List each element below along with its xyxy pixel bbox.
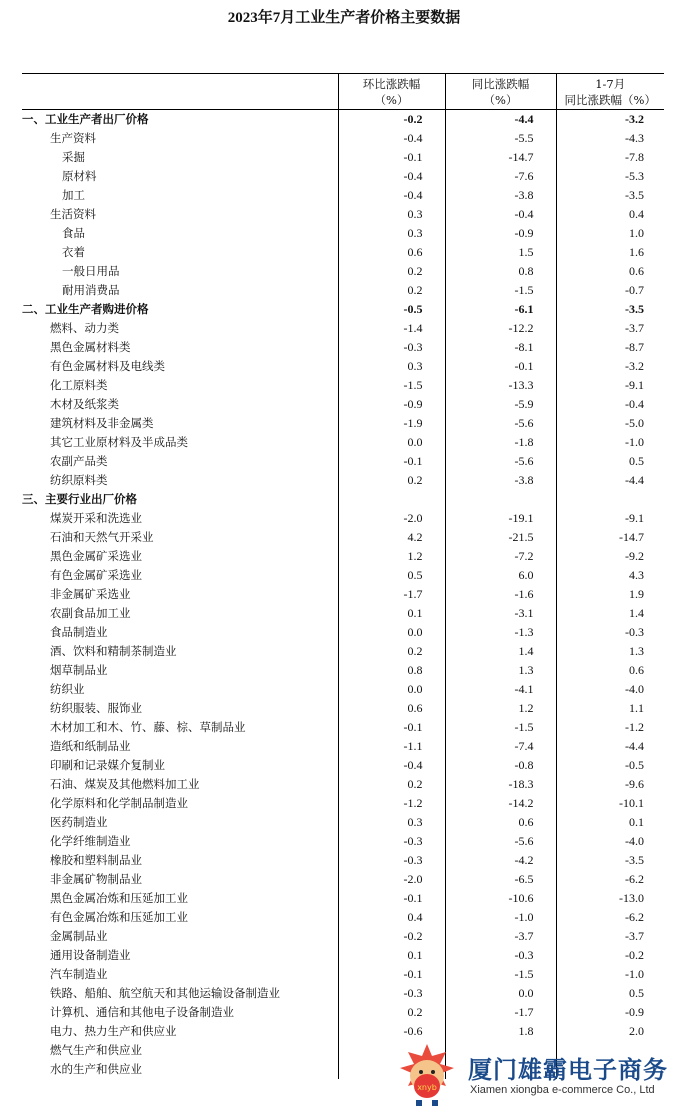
table-row <box>22 832 664 851</box>
row-ytd-value: 1.6 <box>556 243 664 262</box>
header-mom-line1: 环比涨跌幅 <box>362 76 421 91</box>
row-ytd-value: 1.9 <box>556 585 664 604</box>
row-item-name: 电力、热力生产和供应业 <box>50 1024 177 1038</box>
row-mom-value: -0.9 <box>338 395 445 414</box>
row-item-name: 通用设备制造业 <box>50 948 131 962</box>
table-row <box>22 357 664 376</box>
row-mom-value: -2.0 <box>338 870 445 889</box>
row-item-name: 耐用消费品 <box>62 283 120 297</box>
row-ytd-value: 2.0 <box>556 1022 664 1041</box>
row-item-name: 生产资料 <box>50 131 96 145</box>
row-mom-value: -0.2 <box>338 110 445 130</box>
table-header-row <box>22 74 664 110</box>
header-yoy <box>445 74 556 110</box>
row-ytd-value: 0.5 <box>556 984 664 1003</box>
row-mom-value: -0.4 <box>338 756 445 775</box>
table-row <box>22 129 664 148</box>
header-ytd <box>556 74 664 110</box>
table-row <box>22 623 664 642</box>
row-item-name: 食品制造业 <box>50 625 108 639</box>
row-ytd-value: -6.2 <box>556 870 664 889</box>
row-mom-value: -0.1 <box>338 718 445 737</box>
row-yoy-value: -19.1 <box>445 509 556 528</box>
row-mom-value: -1.1 <box>338 737 445 756</box>
table-row <box>22 490 664 509</box>
table-row <box>22 452 664 471</box>
row-yoy-value: -1.5 <box>445 281 556 300</box>
table-row <box>22 509 664 528</box>
row-item-name: 橡胶和塑料制品业 <box>50 853 142 867</box>
header-mom-line2: （%） <box>374 92 409 107</box>
row-item-name: 纺织服装、服饰业 <box>50 701 142 715</box>
table-row <box>22 946 664 965</box>
row-yoy-value: 1.8 <box>445 1022 556 1041</box>
row-yoy-value: -10.6 <box>445 889 556 908</box>
table-row <box>22 756 664 775</box>
row-mom-value: -0.4 <box>338 129 445 148</box>
row-yoy-value: -1.0 <box>445 908 556 927</box>
row-ytd-value: -4.4 <box>556 471 664 490</box>
header-ytd-line1: 1-7月 <box>595 76 626 91</box>
row-ytd-value: -0.2 <box>556 946 664 965</box>
row-mom-value: -1.2 <box>338 794 445 813</box>
row-item-name: 烟草制品业 <box>50 663 108 677</box>
row-item-name: 化学原料和化学制品制造业 <box>50 796 188 810</box>
row-mom-value: 0.6 <box>338 699 445 718</box>
row-mom-value: -0.3 <box>338 338 445 357</box>
row-item-name: 木材加工和木、竹、藤、棕、草制品业 <box>50 720 246 734</box>
row-item-name: 农副产品类 <box>50 454 108 468</box>
row-item-name: 印刷和记录媒介复制业 <box>50 758 165 772</box>
row-ytd-value: -1.0 <box>556 433 664 452</box>
row-ytd-value: -14.7 <box>556 528 664 547</box>
row-mom-value: 0.1 <box>338 946 445 965</box>
row-ytd-value: -3.2 <box>556 110 664 130</box>
row-mom-value: -1.7 <box>338 585 445 604</box>
row-yoy-value: 1.3 <box>445 661 556 680</box>
row-ytd-value: 0.1 <box>556 813 664 832</box>
row-item-name: 石油、煤炭及其他燃料加工业 <box>50 777 200 791</box>
row-item-name: 二、工业生产者购进价格 <box>22 302 149 316</box>
table-row <box>22 851 664 870</box>
row-mom-value <box>338 490 445 509</box>
row-mom-value: -1.4 <box>338 319 445 338</box>
table-row <box>22 699 664 718</box>
row-yoy-value: 0.8 <box>445 262 556 281</box>
table-row <box>22 547 664 566</box>
row-yoy-value: 1.2 <box>445 699 556 718</box>
row-yoy-value: -3.8 <box>445 186 556 205</box>
row-ytd-value: -0.9 <box>556 1003 664 1022</box>
row-ytd-value: -9.1 <box>556 509 664 528</box>
row-item-name: 加工 <box>62 188 85 202</box>
row-yoy-value: -1.3 <box>445 623 556 642</box>
header-mom <box>338 74 445 110</box>
row-yoy-value: -13.3 <box>445 376 556 395</box>
row-item-name: 有色金属冶炼和压延加工业 <box>50 910 188 924</box>
row-mom-value: 0.5 <box>338 566 445 585</box>
row-yoy-value <box>445 490 556 509</box>
table-row <box>22 908 664 927</box>
row-mom-value: -0.4 <box>338 167 445 186</box>
row-mom-value: 4.2 <box>338 528 445 547</box>
row-mom-value: 0.3 <box>338 205 445 224</box>
row-ytd-value: -7.8 <box>556 148 664 167</box>
row-ytd-value: -3.5 <box>556 300 664 319</box>
row-ytd-value: -3.7 <box>556 319 664 338</box>
row-mom-value: -1.5 <box>338 376 445 395</box>
row-ytd-value: -8.7 <box>556 338 664 357</box>
row-mom-value: -0.3 <box>338 851 445 870</box>
row-item-name: 一般日用品 <box>62 264 120 278</box>
row-yoy-value: -8.1 <box>445 338 556 357</box>
row-yoy-value: -7.2 <box>445 547 556 566</box>
row-ytd-value: 1.1 <box>556 699 664 718</box>
table-row <box>22 737 664 756</box>
row-yoy-value: -0.4 <box>445 205 556 224</box>
company-watermark <box>392 1040 688 1110</box>
row-item-name: 水的生产和供应业 <box>50 1062 142 1076</box>
row-item-name: 纺织原料类 <box>50 473 108 487</box>
row-yoy-value: 0.6 <box>445 813 556 832</box>
row-ytd-value: -10.1 <box>556 794 664 813</box>
row-item-name: 木材及纸浆类 <box>50 397 119 411</box>
row-ytd-value: -5.0 <box>556 414 664 433</box>
row-mom-value: -0.3 <box>338 984 445 1003</box>
row-yoy-value: 1.5 <box>445 243 556 262</box>
row-item-name: 有色金属材料及电线类 <box>50 359 165 373</box>
row-ytd-value: -9.1 <box>556 376 664 395</box>
table-row <box>22 718 664 737</box>
row-yoy-value: 0.0 <box>445 984 556 1003</box>
row-ytd-value: -0.4 <box>556 395 664 414</box>
row-item-name: 燃气生产和供应业 <box>50 1043 142 1057</box>
row-yoy-value: -0.9 <box>445 224 556 243</box>
row-yoy-value: -14.2 <box>445 794 556 813</box>
row-mom-value: 0.3 <box>338 224 445 243</box>
row-mom-value: -0.6 <box>338 1022 445 1041</box>
row-mom-value: 0.4 <box>338 908 445 927</box>
table-row <box>22 167 664 186</box>
header-yoy-line1: 同比涨跌幅 <box>471 76 530 91</box>
watermark-company-english: Xiamen xiongba e-commerce Co., Ltd <box>470 1084 655 1096</box>
row-mom-value: -0.3 <box>338 832 445 851</box>
row-ytd-value: -9.6 <box>556 775 664 794</box>
table-row <box>22 224 664 243</box>
header-item-name <box>22 74 338 110</box>
row-yoy-value: -5.5 <box>445 129 556 148</box>
row-yoy-value: -5.6 <box>445 414 556 433</box>
row-yoy-value: -6.5 <box>445 870 556 889</box>
row-yoy-value: -14.7 <box>445 148 556 167</box>
row-yoy-value: -21.5 <box>445 528 556 547</box>
row-ytd-value: -4.3 <box>556 129 664 148</box>
row-ytd-value: -3.7 <box>556 927 664 946</box>
page-title: 2023年7月工业生产者价格主要数据 <box>227 10 461 26</box>
row-mom-value: 0.3 <box>338 813 445 832</box>
row-yoy-value: -6.1 <box>445 300 556 319</box>
row-mom-value: 0.3 <box>338 357 445 376</box>
row-yoy-value: -7.6 <box>445 167 556 186</box>
row-yoy-value: -3.8 <box>445 471 556 490</box>
row-ytd-value: -4.0 <box>556 680 664 699</box>
row-item-name: 三、主要行业出厂价格 <box>22 492 137 506</box>
table-row <box>22 528 664 547</box>
table-row <box>22 262 664 281</box>
row-ytd-value: 0.4 <box>556 205 664 224</box>
table-row <box>22 585 664 604</box>
row-item-name: 衣着 <box>62 245 85 259</box>
row-item-name: 计算机、通信和其他电子设备制造业 <box>50 1005 234 1019</box>
table-row <box>22 471 664 490</box>
row-ytd-value: -0.3 <box>556 623 664 642</box>
row-ytd-value: -1.2 <box>556 718 664 737</box>
logo-lettering: xnyb <box>417 1083 437 1092</box>
row-item-name: 农副食品加工业 <box>50 606 131 620</box>
row-yoy-value: -3.7 <box>445 927 556 946</box>
row-yoy-value: -4.4 <box>445 110 556 130</box>
row-ytd-value: -0.7 <box>556 281 664 300</box>
row-yoy-value: -4.1 <box>445 680 556 699</box>
row-mom-value: -0.1 <box>338 452 445 471</box>
row-ytd-value: -13.0 <box>556 889 664 908</box>
table-row <box>22 794 664 813</box>
row-ytd-value: -0.5 <box>556 756 664 775</box>
row-ytd-value: -4.4 <box>556 737 664 756</box>
table-row <box>22 775 664 794</box>
table-row <box>22 395 664 414</box>
row-mom-value: 0.2 <box>338 471 445 490</box>
row-mom-value: 0.2 <box>338 1003 445 1022</box>
table-row <box>22 870 664 889</box>
row-mom-value: 0.0 <box>338 433 445 452</box>
row-yoy-value: -0.8 <box>445 756 556 775</box>
row-mom-value: 0.0 <box>338 680 445 699</box>
row-yoy-value: -7.4 <box>445 737 556 756</box>
table-row <box>22 243 664 262</box>
row-yoy-value: -1.5 <box>445 965 556 984</box>
row-ytd-value: 1.3 <box>556 642 664 661</box>
row-ytd-value: -1.0 <box>556 965 664 984</box>
row-yoy-value: -1.6 <box>445 585 556 604</box>
row-ytd-value: -4.0 <box>556 832 664 851</box>
table-row <box>22 281 664 300</box>
row-item-name: 非金属矿采选业 <box>50 587 131 601</box>
table-row <box>22 1003 664 1022</box>
row-mom-value: 0.0 <box>338 623 445 642</box>
row-ytd-value: 1.0 <box>556 224 664 243</box>
table-row <box>22 566 664 585</box>
row-mom-value: -0.5 <box>338 300 445 319</box>
row-ytd-value: -3.5 <box>556 851 664 870</box>
row-item-name: 采掘 <box>62 150 85 164</box>
table-row <box>22 205 664 224</box>
row-mom-value: 0.2 <box>338 642 445 661</box>
row-item-name: 酒、饮料和精制茶制造业 <box>50 644 177 658</box>
row-item-name: 原材料 <box>62 169 97 183</box>
row-yoy-value: -1.8 <box>445 433 556 452</box>
table-row <box>22 148 664 167</box>
row-item-name: 化工原料类 <box>50 378 108 392</box>
table-row <box>22 433 664 452</box>
row-item-name: 化学纤维制造业 <box>50 834 131 848</box>
table-row <box>22 1022 664 1041</box>
table-row <box>22 642 664 661</box>
header-ytd-line2: 同比涨跌幅（%） <box>564 92 656 107</box>
row-item-name: 食品 <box>62 226 85 240</box>
row-mom-value: -0.1 <box>338 148 445 167</box>
table-row <box>22 813 664 832</box>
row-item-name: 黑色金属材料类 <box>50 340 131 354</box>
row-mom-value: 0.2 <box>338 262 445 281</box>
row-yoy-value: -5.6 <box>445 452 556 471</box>
row-mom-value: -1.9 <box>338 414 445 433</box>
row-item-name: 石油和天然气开采业 <box>50 530 154 544</box>
header-yoy-line2: （%） <box>483 92 518 107</box>
table-row <box>22 376 664 395</box>
row-mom-value: 0.6 <box>338 243 445 262</box>
row-ytd-value: 0.5 <box>556 452 664 471</box>
row-yoy-value: -12.2 <box>445 319 556 338</box>
row-item-name: 黑色金属冶炼和压延加工业 <box>50 891 188 905</box>
row-item-name: 生活资料 <box>50 207 96 221</box>
row-mom-value: 0.2 <box>338 281 445 300</box>
row-mom-value: -0.1 <box>338 889 445 908</box>
row-yoy-value: 1.4 <box>445 642 556 661</box>
row-mom-value: -2.0 <box>338 509 445 528</box>
row-item-name: 有色金属矿采选业 <box>50 568 142 582</box>
row-item-name: 非金属矿物制品业 <box>50 872 142 886</box>
row-ytd-value: -3.2 <box>556 357 664 376</box>
row-item-name: 医药制造业 <box>50 815 108 829</box>
row-ytd-value: 1.4 <box>556 604 664 623</box>
row-yoy-value: -3.1 <box>445 604 556 623</box>
row-item-name: 一、工业生产者出厂价格 <box>22 112 149 126</box>
row-yoy-value: -4.2 <box>445 851 556 870</box>
mascot-logo-icon <box>392 1042 462 1108</box>
row-item-name: 其它工业原材料及半成品类 <box>50 435 188 449</box>
row-item-name: 煤炭开采和洗选业 <box>50 511 142 525</box>
row-mom-value: 0.1 <box>338 604 445 623</box>
table-row <box>22 661 664 680</box>
row-mom-value: -0.4 <box>338 186 445 205</box>
row-yoy-value: -5.9 <box>445 395 556 414</box>
table-row <box>22 186 664 205</box>
table-row <box>22 319 664 338</box>
row-yoy-value: -0.1 <box>445 357 556 376</box>
row-item-name: 金属制品业 <box>50 929 108 943</box>
row-yoy-value: -18.3 <box>445 775 556 794</box>
row-ytd-value: -6.2 <box>556 908 664 927</box>
row-ytd-value: -3.5 <box>556 186 664 205</box>
row-item-name: 纺织业 <box>50 682 85 696</box>
row-yoy-value: -0.3 <box>445 946 556 965</box>
row-mom-value: -0.1 <box>338 965 445 984</box>
row-ytd-value: -9.2 <box>556 547 664 566</box>
row-ytd-value: 0.6 <box>556 661 664 680</box>
table-row <box>22 604 664 623</box>
row-yoy-value: 6.0 <box>445 566 556 585</box>
table-row <box>22 889 664 908</box>
row-item-name: 造纸和纸制品业 <box>50 739 131 753</box>
row-mom-value: 0.2 <box>338 775 445 794</box>
row-mom-value: -0.2 <box>338 927 445 946</box>
row-item-name: 建筑材料及非金属类 <box>50 416 154 430</box>
table-row <box>22 338 664 357</box>
row-item-name: 黑色金属矿采选业 <box>50 549 142 563</box>
table-row <box>22 414 664 433</box>
row-ytd-value: -5.3 <box>556 167 664 186</box>
row-yoy-value: -1.5 <box>445 718 556 737</box>
row-ytd-value: 0.6 <box>556 262 664 281</box>
price-data-table <box>22 73 664 1079</box>
row-item-name: 燃料、动力类 <box>50 321 119 335</box>
watermark-company-name: 厦门雄霸电子商务 <box>468 1056 668 1084</box>
row-item-name: 汽车制造业 <box>50 967 108 981</box>
row-ytd-value: 4.3 <box>556 566 664 585</box>
table-row <box>22 965 664 984</box>
row-yoy-value: -5.6 <box>445 832 556 851</box>
row-mom-value: 1.2 <box>338 547 445 566</box>
table-row <box>22 927 664 946</box>
row-yoy-value: -1.7 <box>445 1003 556 1022</box>
table-row <box>22 680 664 699</box>
table-row <box>22 110 664 130</box>
table-row <box>22 300 664 319</box>
table-row <box>22 984 664 1003</box>
row-item-name: 铁路、船舶、航空航天和其他运输设备制造业 <box>50 986 280 1000</box>
row-ytd-value <box>556 490 664 509</box>
row-mom-value: 0.8 <box>338 661 445 680</box>
